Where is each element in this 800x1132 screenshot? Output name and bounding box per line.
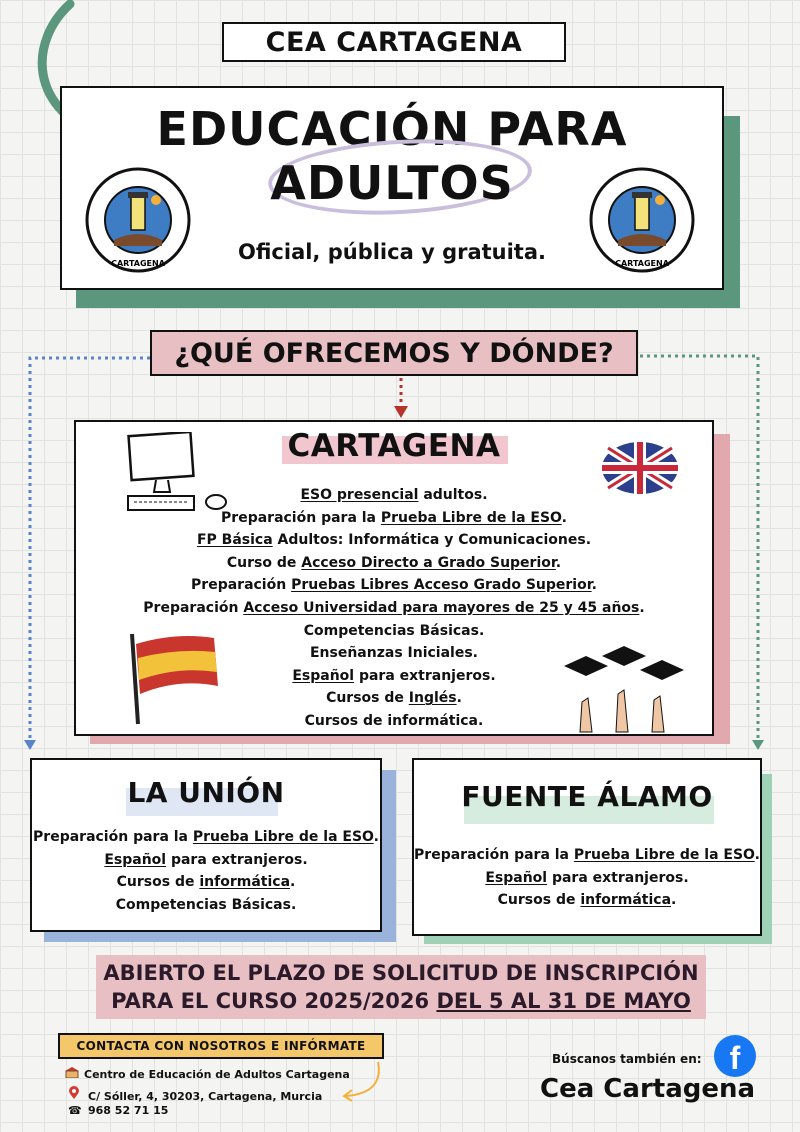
contact-center — [64, 1066, 350, 1081]
list-item — [76, 665, 712, 688]
item-text: . — [754, 847, 760, 863]
item-text: Preparación para la — [33, 829, 193, 845]
item-text: Cursos de informática. — [304, 712, 484, 729]
item-text: Preparación para la — [414, 847, 574, 863]
deadline-dates: DEL 5 AL 31 DE MAYO — [436, 989, 691, 1013]
item-text: Preparación para la — [221, 509, 381, 526]
item-text: . — [373, 829, 379, 845]
list-item — [32, 871, 380, 894]
list-item — [76, 484, 712, 507]
find-us-label: Búscanos también en: — [552, 1052, 702, 1066]
item-underlined: Español — [485, 869, 548, 886]
item-text: para extranjeros. — [354, 667, 496, 684]
cartagena-title: CARTAGENA — [287, 428, 501, 464]
offer-question-banner — [150, 330, 638, 376]
item-text: Enseñanzas Iniciales. — [309, 645, 478, 662]
hero-title-line2: ADULTOS — [270, 156, 514, 210]
contact-phone — [68, 1104, 168, 1117]
item-text: Competencias Básicas. — [115, 896, 297, 913]
item-text: . — [456, 690, 462, 707]
item-underlined: FP Básica — [196, 532, 273, 549]
item-text: . — [639, 599, 645, 616]
la-union-card — [30, 758, 382, 932]
item-underlined: Español — [292, 667, 355, 684]
facebook-icon[interactable] — [714, 1035, 756, 1077]
deadline-line1: ABIERTO EL PLAZO DE SOLICITUD DE INSCRIPCIÓN — [103, 961, 699, 985]
list-item — [32, 894, 380, 917]
item-underlined: informática — [580, 892, 672, 909]
address-text: C/ Sóller, 4, 30203, Cartagena, Murcia — [88, 1090, 323, 1103]
item-text: Preparación — [191, 577, 292, 594]
list-item — [76, 597, 712, 620]
map-pin-icon — [68, 1086, 84, 1103]
item-underlined: Acceso Directo a Grado Superior — [301, 554, 556, 571]
svg-text:CARTAGENA: CARTAGENA — [615, 259, 669, 268]
item-text: . — [561, 509, 567, 526]
item-underlined: Prueba Libre de la ESO — [573, 847, 755, 863]
item-text: . — [671, 892, 677, 909]
center-name: Centro de Educación de Adultos Cartagena — [84, 1068, 350, 1081]
item-underlined: Acceso Universidad para mayores de 25 y 45 años — [243, 599, 640, 616]
item-underlined: Inglés — [408, 690, 457, 707]
phone-number: 968 52 71 15 — [88, 1104, 169, 1117]
deadline-line2 — [96, 989, 706, 1013]
list-item — [76, 642, 712, 665]
item-text: Cursos de — [326, 690, 409, 707]
svg-text:CARTAGENA: CARTAGENA — [111, 259, 165, 268]
item-text: adultos. — [418, 487, 488, 503]
item-underlined: informática — [199, 874, 291, 891]
contact-label-text: CONTACTA CON NOSOTROS E INFÓRMATE — [76, 1039, 366, 1053]
deadline-line2-text: PARA EL CURSO 2025/2026 — [111, 989, 437, 1013]
list-item — [76, 620, 712, 643]
list-item — [414, 844, 760, 867]
fuente-alamo-card — [412, 758, 762, 936]
item-text: Preparación — [143, 599, 244, 616]
la-union-list — [32, 826, 380, 916]
badge-text: CEA CARTAGENA — [265, 26, 523, 58]
list-item — [76, 529, 712, 552]
cartagena-list — [76, 484, 712, 733]
question-text: ¿QUÉ OFRECEMOS Y DÓNDE? — [174, 337, 614, 369]
list-item — [32, 849, 380, 872]
list-item — [414, 889, 760, 912]
item-underlined: Prueba Libre de la ESO — [380, 509, 562, 526]
list-item — [76, 687, 712, 710]
item-text: . — [591, 577, 597, 594]
contact-label — [58, 1033, 384, 1059]
list-item — [414, 867, 760, 890]
list-item — [76, 710, 712, 733]
item-text: para extranjeros. — [166, 851, 308, 868]
item-text: . — [290, 874, 296, 891]
fuente-alamo-title: FUENTE ÁLAMO — [461, 780, 713, 813]
item-text: para extranjeros. — [547, 869, 689, 886]
brand-name: Cea Cartagena — [540, 1074, 756, 1104]
phone-icon: ☎ — [68, 1104, 82, 1117]
item-text: Competencias Básicas. — [303, 622, 485, 639]
hero-title-line1: EDUCACIÓN PARA — [156, 102, 628, 156]
item-text: Curso de — [226, 554, 302, 571]
fuente-alamo-list — [414, 844, 760, 912]
list-item — [32, 826, 380, 849]
item-underlined: Español — [104, 851, 167, 868]
item-text: Adultos: Informática y Comunicaciones. — [272, 532, 592, 549]
facebook-letter: f — [729, 1040, 741, 1076]
building-icon — [64, 1066, 80, 1081]
item-text: Cursos de — [497, 892, 581, 909]
list-item — [76, 552, 712, 575]
item-underlined: ESO presencial — [300, 487, 419, 503]
item-text: . — [555, 554, 562, 571]
contact-address — [68, 1086, 322, 1103]
cartagena-card — [74, 420, 714, 736]
la-union-title: LA UNIÓN — [127, 776, 285, 809]
hero-subtitle: Oficial, pública y gratuita. — [238, 240, 546, 264]
item-underlined: Prueba Libre de la ESO — [192, 829, 374, 845]
list-item — [76, 574, 712, 597]
list-item — [76, 507, 712, 530]
item-underlined: Pruebas Libres Acceso Grado Superior — [291, 577, 592, 594]
enrolment-deadline-banner — [96, 955, 706, 1019]
item-text: Cursos de — [116, 874, 200, 891]
